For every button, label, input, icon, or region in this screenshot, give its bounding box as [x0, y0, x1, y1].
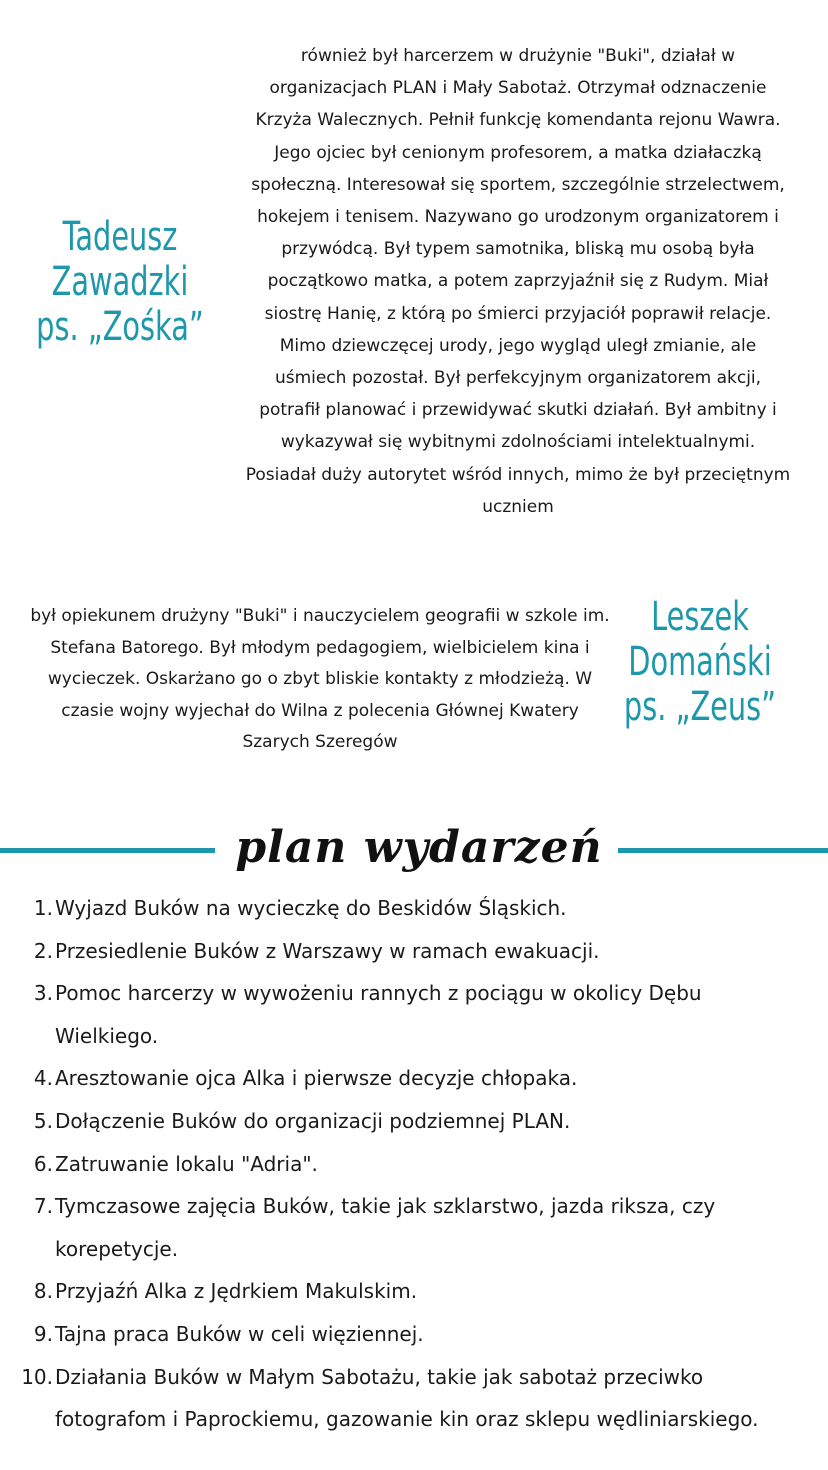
list-item: [20, 1143, 810, 1186]
event-text: Tymczasowe zajęcia Buków, takie jak szklarstwo, jazda riksza, czy korepetycje.: [55, 1194, 716, 1261]
events-list: [20, 887, 810, 1441]
zeus-name-heading: [592, 595, 808, 730]
list-item: [20, 1313, 810, 1356]
list-item: [20, 1356, 810, 1441]
event-text: Wyjazd Buków na wycieczkę do Beskidów Śląskich.: [55, 896, 567, 920]
event-number: 9.: [33, 1321, 53, 1346]
event-number: 7.: [33, 1194, 53, 1219]
zoska-first-name: Tadeusz: [62, 214, 178, 260]
event-text: Działania Buków w Małym Sabotażu, takie jak sabotaż przeciwko fotografom i Paprockiemu, gazowanie kin oraz sklepu wędliniarskiego.: [55, 1364, 759, 1432]
zeus-pseudonym: ps. „Zeus”: [623, 684, 777, 730]
list-item: [20, 887, 810, 930]
event-number: 5.: [33, 1108, 53, 1133]
event-number: 2.: [33, 938, 53, 963]
zoska-description: również był harcerzem w drużynie "Buki", działał w organizacjach PLAN i Mały Sabotaż. Otrzymał odznaczenie Krzyża Walecznych. Pełnił funkcję komendanta rejonu Wawra. Jego ojciec był cenionym profesorem, a matka działaczką społeczną. Interesował się sportem, szczególnie strzelectwem, hokejem i tenisem. Nazywano go urodzonym organizatorem i przywódcą. Był typem samotnika, bliską mu osobą była początkowo matka, a potem zaprzyjaźnił się z Rudym. Miał siostrę Hanię, z którą po śmierci przyjaciół poprawił relacje. Mimo dziewczęcej urody, jego wygląd uległ zmianie, ale uśmiech pozostał. Był perfekcyjnym organizatorem akcji, potrafił planować i przewidywać skutki działań. Był ambitny i wykazywał się wybitnymi zdolnościami intelektualnymi. Posiadał duży autorytet wśród innych, mimo że był przeciętnym uczniem: [245, 46, 791, 517]
event-text: Dołączenie Buków do organizacji podziemnej PLAN.: [55, 1108, 571, 1133]
divider-right: [618, 848, 828, 853]
event-number: 3.: [33, 981, 53, 1006]
list-item: [20, 930, 810, 973]
list-item: [20, 1270, 810, 1313]
event-text: Pomoc harcerzy w wywożeniu rannych z pociągu w okolicy Dębu Wielkiego.: [55, 981, 702, 1048]
list-item: [20, 1100, 810, 1143]
zoska-name-heading: [12, 215, 228, 350]
event-text: Zatruwanie lokalu "Adria".: [55, 1151, 318, 1176]
zeus-first-name: Leszek: [651, 594, 749, 640]
divider-left: [0, 848, 215, 853]
event-text: Tajna praca Buków w celi więziennej.: [55, 1321, 424, 1346]
event-number: 1.: [33, 896, 53, 920]
list-item: [20, 972, 810, 1057]
event-text: Przyjaźń Alka z Jędrkiem Makulskim.: [55, 1279, 418, 1304]
list-item: [20, 1185, 810, 1270]
event-number: 4.: [33, 1066, 53, 1091]
zoska-last-name: Zawadzki: [51, 259, 189, 305]
event-number: 10.: [21, 1364, 53, 1389]
event-number: 6.: [33, 1151, 53, 1176]
event-number: 8.: [33, 1279, 53, 1304]
zoska-pseudonym: ps. „Zośka”: [36, 304, 204, 350]
list-item: [20, 1057, 810, 1100]
plan-title: plan wydarzeń: [235, 822, 603, 873]
event-text: Przesiedlenie Buków z Warszawy w ramach ewakuacji.: [55, 938, 600, 963]
zeus-last-name: Domański: [628, 639, 772, 685]
zeus-description: był opiekunem drużyny "Buki" i nauczycielem geografii w szkole im. Stefana Batorego. Był młodym pedagogiem, wielbicielem kina i wycieczek. Oskarżano go o zbyt bliskie kontakty z młodzieżą. W czasie wojny wyjechał do Wilna z polecenia Głównej Kwatery Szarych Szeregów: [30, 606, 610, 752]
event-text: Aresztowanie ojca Alka i pierwsze decyzje chłopaka.: [55, 1066, 578, 1091]
